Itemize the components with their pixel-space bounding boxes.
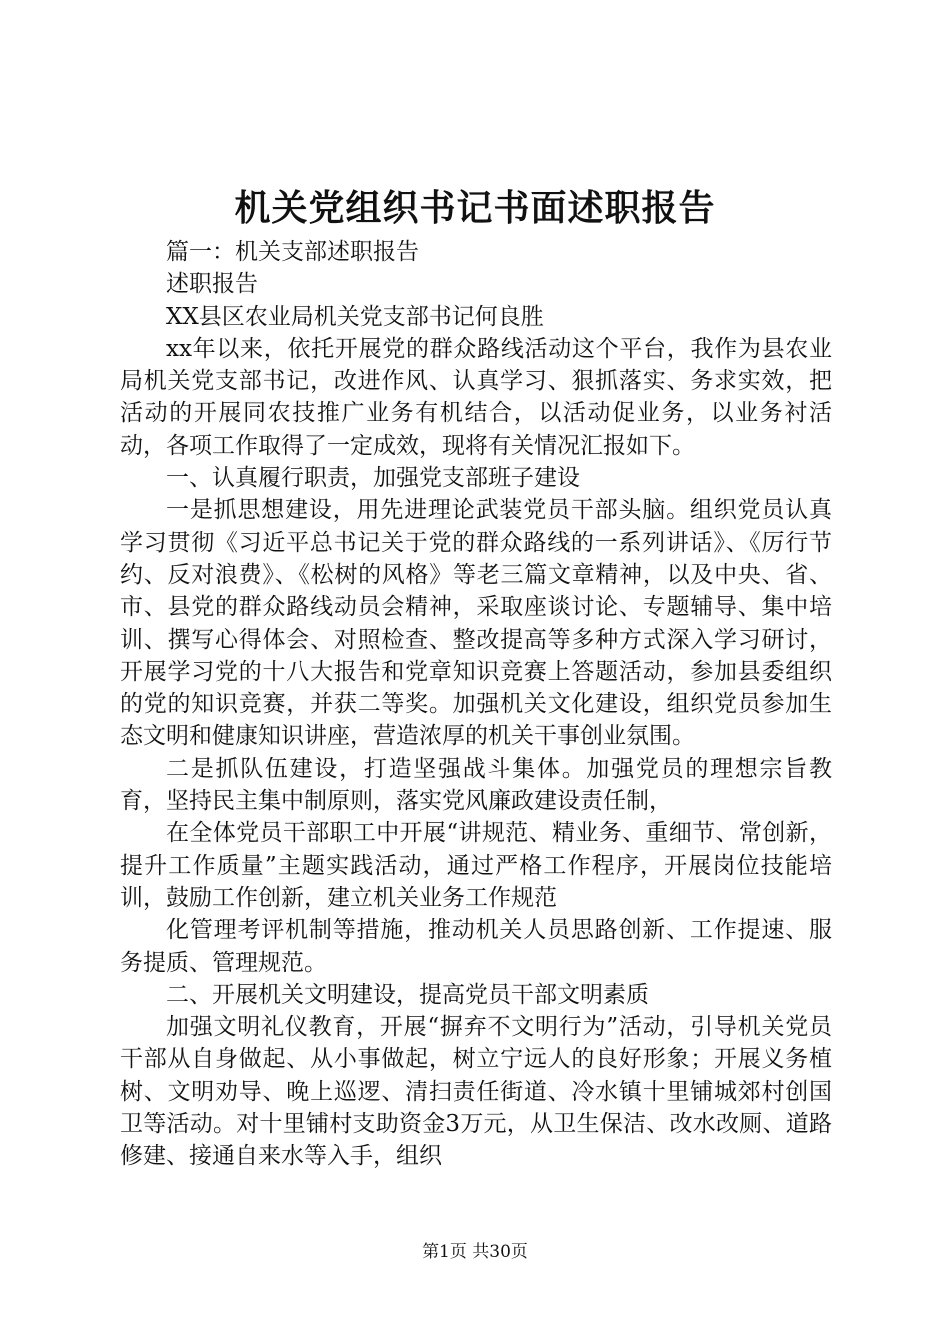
paragraph: 篇一：机关支部述职报告: [166, 239, 419, 265]
paragraph: 化管理考评机制等措施，推动机关人员思路创新、工作提速、服务提质、管理规范。: [120, 917, 832, 976]
section-heading: 一、认真履行职责，加强党支部班子建设: [166, 465, 580, 492]
paragraph: xx年以来，依托开展党的群众路线活动这个平台，我作为县农业局机关党支部书记，改进作风、认真学习、狠抓落实、务求实效，把活动的开展同农技推广业务有机结合，以活动促业务，以业务衬活动，各项工作取得了一定成效，现将有关情况汇报如下。: [120, 335, 832, 459]
page-footer: 第1页 共30页: [422, 1242, 528, 1262]
paragraph: 一是抓思想建设，用先进理论武装党员干部头脑。组织党员认真学习贯彻《习近平总书记关于党的群众路线的一系列讲话》、《厉行节约、反对浪费》、《松树的风格》等老三篇文章精神，以及中央、省、市、县党的群众路线动员会精神，采取座谈讨论、专题辅导、集中培训、撰写心得体会、对照检查、整改提高等多种方式深入学习研讨，开展学习党的十八大报告和党章知识竞赛上答题活动，参加县委组织的党的知识竞赛，并获二等奖。加强机关文化建设，组织党员参加生态文明和健康知识讲座，营造浓厚的机关干事创业氛围。: [120, 497, 832, 750]
paragraph: 述职报告: [166, 271, 258, 298]
document-title: 机关党组织书记书面述职报告: [234, 187, 716, 229]
paragraph: 加强文明礼仪教育，开展“摒弃不文明行为”活动，引导机关党员干部从自身做起、从小事做起，树立宁远人的良好形象；开展义务植树、文明劝导、晚上巡逻、清扫责任街道、冷水镇十里铺城郊村创国卫等活动。对十里铺村支助资金3万元，从卫生保洁、改水改厕、道路修建、接通自来水等入手，组织: [120, 1014, 832, 1170]
paragraph: 二是抓队伍建设，打造坚强战斗集体。加强党员的理想宗旨教育，坚持民主集中制原则，落实党风廉政建设责任制，: [120, 755, 832, 815]
paragraph: XX县区农业局机关党支部书记何良胜: [166, 303, 544, 330]
section-heading: 二、开展机关文明建设，提高党员干部文明素质: [166, 981, 649, 1008]
document-body: [120, 236, 832, 1173]
paragraph: 在全体党员干部职工中开展“讲规范、精业务、重细节、常创新，提升工作质量”主题实践活动，通过严格工作程序，开展岗位技能培训，鼓励工作创新，建立机关业务工作规范: [120, 820, 832, 911]
